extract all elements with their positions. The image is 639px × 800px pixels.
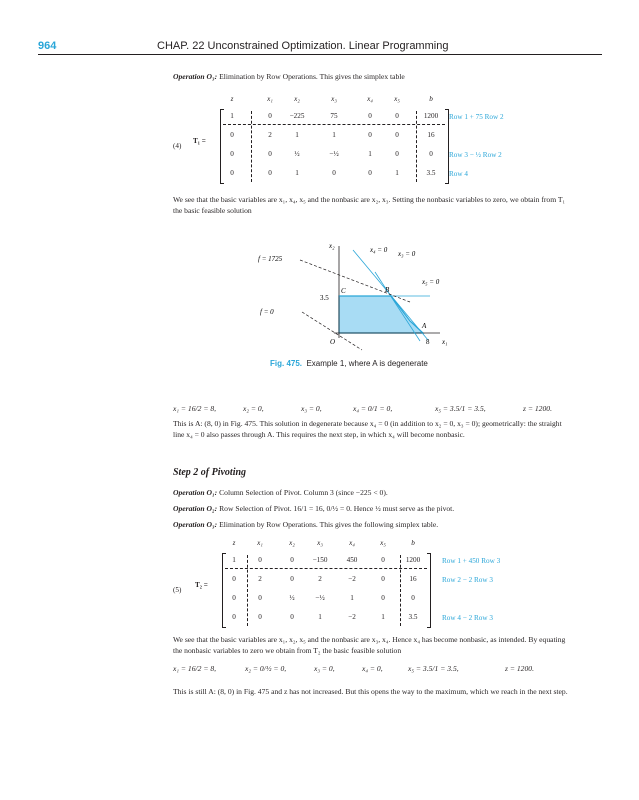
solution-term: x₂ = 0, xyxy=(243,404,264,413)
label-x1-axis: x₁ xyxy=(442,338,448,346)
table-cell: 0 xyxy=(268,150,272,158)
col-header: x₂ xyxy=(289,539,295,547)
bracket-right-bottom xyxy=(427,627,431,628)
table-cell: −½ xyxy=(329,150,339,158)
table-cell: 1 xyxy=(368,150,372,158)
col-header: x₅ xyxy=(380,539,386,547)
chapter-title: CHAP. 22 Unconstrained Optimization. Linear Programming xyxy=(157,40,449,52)
col-header: x₁ xyxy=(267,95,273,103)
col-header: z xyxy=(230,95,234,103)
label-f0: f = 0 xyxy=(260,308,274,316)
table-cell: −2 xyxy=(348,575,356,583)
col-header: x₂ xyxy=(294,95,300,103)
table-cell: 0 xyxy=(368,131,372,139)
partition-row1 xyxy=(225,568,427,569)
solution-term: x₃ = 0, xyxy=(314,664,335,673)
table-cell: 1200 xyxy=(405,556,421,564)
table-cell: 1 xyxy=(230,112,234,120)
op3-label: Operation O₃: xyxy=(173,520,218,529)
solution-term: x₁ = 16/2 = 8, xyxy=(173,664,217,673)
table-cell: −½ xyxy=(315,594,325,602)
label-3.5: 3.5 xyxy=(320,294,329,302)
table-cell: 0 xyxy=(395,150,399,158)
table-cell: 0 xyxy=(258,613,262,621)
table-cell: 1 xyxy=(350,594,354,602)
table-cell: 1 xyxy=(332,131,336,139)
op3-intro-label: Operation O₃: xyxy=(173,72,218,81)
solution-term: x₃ = 0, xyxy=(301,404,322,413)
row-operation: Row 3 − ½ Row 2 xyxy=(449,151,502,159)
label-point-b: B xyxy=(385,286,390,294)
table-cell: 1200 xyxy=(423,112,439,120)
table-cell: 0 xyxy=(258,594,262,602)
solution-term: z = 1200. xyxy=(505,664,534,673)
figure-caption-label: Fig. 475. xyxy=(270,359,303,368)
table-cell: 0 xyxy=(429,150,433,158)
table-cell: 0 xyxy=(411,594,415,602)
paragraph-basic-variables-2: We see that the basic variables are x₁, x₂, x₅ and the nonbasic are x₃, x₄. Hence x₄ has become nonbasic, as intended. By equating the nonbasic variables to zero we obtain from T₂ the basic feasible solution xyxy=(173,635,566,655)
partition-b xyxy=(400,555,401,626)
table-cell: ½ xyxy=(294,150,300,158)
page-number: 964 xyxy=(38,40,57,52)
col-header: x₃ xyxy=(331,95,337,103)
paragraph-basic-variables-1: We see that the basic variables are x₁, x₄, x₅ and the nonbasic are x₂, x₃. Setting the nonbasic variables to zero, we obtain from T₁ the basic feasible solution xyxy=(173,195,566,215)
label-origin: O xyxy=(330,338,336,346)
table-cell: 2 xyxy=(318,575,322,583)
table-cell: 0 xyxy=(368,112,372,120)
bracket-left-top xyxy=(222,553,226,554)
table-cell: 2 xyxy=(268,131,272,139)
step2-title: Step 2 of Pivoting xyxy=(173,467,247,478)
solution-2 xyxy=(173,663,573,675)
table-cell: 0 xyxy=(395,131,399,139)
table-cell: 0 xyxy=(232,575,236,583)
label-f1725: f = 1725 xyxy=(258,255,283,263)
row-operation: Row 1 + 450 Row 3 xyxy=(442,557,501,565)
col-header: b xyxy=(429,95,433,103)
solution-term: x₅ = 3.5/1 = 3.5, xyxy=(408,664,459,673)
col-header: x₄ xyxy=(349,539,355,547)
table-cell: 16 xyxy=(409,575,417,583)
table-cell: 2 xyxy=(258,575,262,583)
table-cell: 1 xyxy=(395,169,399,177)
bracket-right xyxy=(430,553,431,627)
table-cell: ½ xyxy=(289,594,295,602)
row-operation: Row 4 xyxy=(449,170,468,178)
col-header: z xyxy=(232,539,236,547)
table-cell: 16 xyxy=(427,131,435,139)
table-cell: 0 xyxy=(258,556,262,564)
solution-term: x₄ = 0, xyxy=(362,664,383,673)
label-x5-zero: x₅ = 0 xyxy=(422,278,440,286)
paragraph-still-a: This is still A: (8, 0) in Fig. 475 and z has not increased. But this opens the way to the maximum, which we reach in the next step. xyxy=(173,687,568,696)
table-cell: 1 xyxy=(232,556,236,564)
table-cell: 450 xyxy=(346,556,358,564)
row-operation: Row 1 + 75 Row 2 xyxy=(449,113,504,121)
partition-z xyxy=(247,555,248,626)
table-cell: 0 xyxy=(381,575,385,583)
table-cell: 1 xyxy=(295,131,299,139)
table-cell: 1 xyxy=(295,169,299,177)
solution-term: x₄ = 0/1 = 0, xyxy=(353,404,393,413)
table-cell: 0 xyxy=(268,112,272,120)
solution-term: x₁ = 16/2 = 8, xyxy=(173,404,217,413)
col-header: x₅ xyxy=(394,95,400,103)
table-cell: 0 xyxy=(290,575,294,583)
label-8: 8 xyxy=(426,338,430,346)
op2-label: Operation O₂: xyxy=(173,504,218,513)
table-cell: 0 xyxy=(395,112,399,120)
table-cell: 0 xyxy=(230,150,234,158)
label-x2-axis: x₂ xyxy=(329,242,335,250)
table-cell: −225 xyxy=(289,112,305,120)
table-cell: 0 xyxy=(268,169,272,177)
table-cell: 0 xyxy=(381,594,385,602)
table-cell: 0 xyxy=(290,556,294,564)
col-header: x₁ xyxy=(257,539,263,547)
table-cell: 0 xyxy=(381,556,385,564)
solution-term: x₅ = 3.5/1 = 3.5, xyxy=(435,404,486,413)
table-cell: 1 xyxy=(381,613,385,621)
op1-text: Column Selection of Pivot. Column 3 (since −225 < 0). xyxy=(217,488,388,497)
table-cell: 3.5 xyxy=(426,169,436,177)
bracket-right-top xyxy=(427,553,431,554)
col-header: b xyxy=(411,539,415,547)
table-cell: 0 xyxy=(290,613,294,621)
solution-term: x₂ = 0/½ = 0, xyxy=(245,664,287,673)
table-cell: 0 xyxy=(368,169,372,177)
op3-intro-text: Elimination by Row Operations. This gives the simplex table xyxy=(217,72,405,81)
table-cell: 0 xyxy=(232,594,236,602)
op3-text: Elimination by Row Operations. This gives the following simplex table. xyxy=(217,520,439,529)
paragraph-degenerate: This is A: (8, 0) in Fig. 475. This solution in degenerate because x₄ = 0 (in addition to x₂ = 0, x₃ = 0); geometrically: the straight line x₄ = 0 also passes through A. This requires the next step, in which x₄ will become nonbasic. xyxy=(173,419,562,439)
table-cell: 3.5 xyxy=(408,613,418,621)
table-cell: 0 xyxy=(232,613,236,621)
table-cell: 75 xyxy=(330,112,338,120)
row-operation: Row 2 − 2 Row 3 xyxy=(442,576,493,584)
bracket-left-bottom xyxy=(222,627,226,628)
bracket-left xyxy=(222,553,223,627)
op1-label: Operation O₁: xyxy=(173,488,218,497)
label-x3-zero: x₃ = 0 xyxy=(398,250,416,258)
table-cell: 1 xyxy=(318,613,322,621)
label-point-c: C xyxy=(341,287,346,295)
table-cell: −150 xyxy=(312,556,328,564)
table-cell: 0 xyxy=(230,169,234,177)
table-name: T₁ = xyxy=(193,137,206,145)
op2-text: Row Selection of Pivot. 16/1 = 16, 0/½ = 0. Hence ½ must serve as the pivot. xyxy=(217,504,455,513)
table-cell: 0 xyxy=(230,131,234,139)
row-operation: Row 4 − 2 Row 3 xyxy=(442,614,493,622)
col-header: x₃ xyxy=(317,539,323,547)
table-cell: −2 xyxy=(348,613,356,621)
table-cell: 0 xyxy=(332,169,336,177)
col-header: x₄ xyxy=(367,95,373,103)
equation-number: (5) xyxy=(173,586,182,594)
label-point-a: A xyxy=(422,322,427,330)
table-name: T₂ = xyxy=(195,581,208,589)
solution-term: z = 1200. xyxy=(523,404,552,413)
figure-caption-text: Example 1, where A is degenerate xyxy=(306,359,428,368)
label-x4-zero: x₄ = 0 xyxy=(370,246,388,254)
equation-number: (4) xyxy=(173,142,182,150)
